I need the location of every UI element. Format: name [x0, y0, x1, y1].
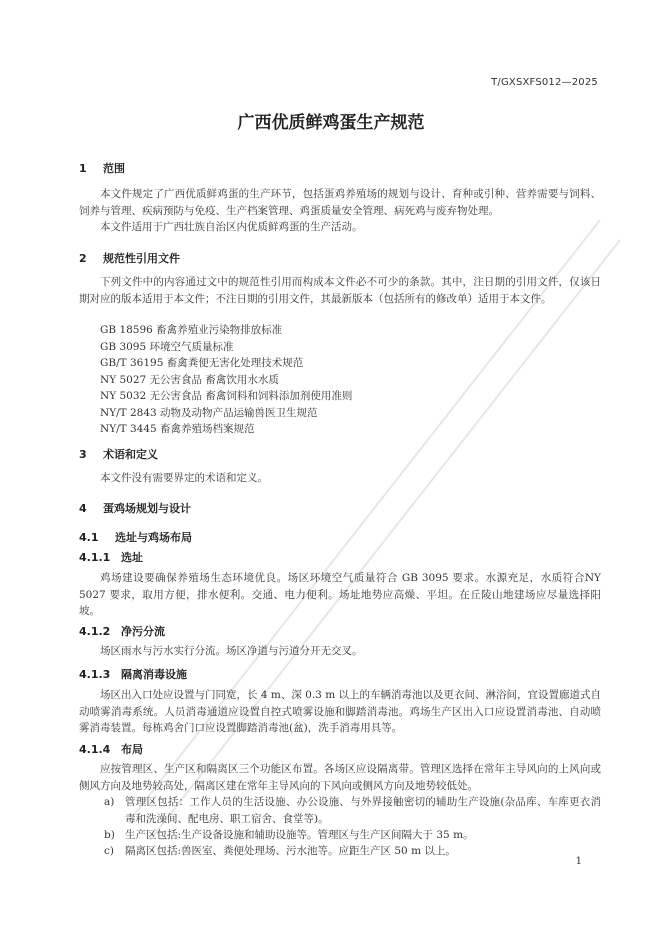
heading-text: 蛋鸡场规划与设计: [103, 502, 191, 515]
watermark-lines: [130, 220, 620, 840]
paragraph-terms: 本文件没有需要界定的术语和定义。: [100, 472, 268, 484]
heading-number: 2: [79, 252, 87, 265]
list-marker: b): [104, 829, 115, 841]
heading-text: 隔离消毒设施: [121, 668, 187, 681]
paragraph-scope-applicability: 本文件适用于广西壮族自治区内优质鲜鸡蛋的生产活动。: [100, 221, 363, 233]
heading-number: 4.1.2: [79, 625, 111, 638]
heading-section-2: [79, 250, 180, 266]
reference-item: GB/T 36195 畜禽粪便无害化处理技术规范: [100, 357, 304, 369]
page-number: 1: [575, 856, 582, 867]
list-item: [104, 843, 601, 860]
heading-text: 净污分流: [121, 625, 165, 638]
list-text: 隔离区包括:兽医室、粪便处理场、污水池等。应距生产区 50 m 以上。: [125, 845, 456, 857]
heading-section-4-1: [79, 529, 192, 545]
standard-code: T/GXSXFS012—2025: [491, 77, 598, 88]
list-item: [104, 827, 601, 844]
heading-number: 4.1.4: [79, 743, 111, 756]
paragraph-normative-references: 下列文件中的内容通过文中的规范性引用而构成本文件必不可少的条款。其中，注日期的引用文件，仅该日期对应的版本适用于本文件；不注日期的引用文件，其最新版本（包括所有的修改单）适用于本文件。: [79, 276, 601, 305]
list-text: 生产区包括:生产设备设施和辅助设施等。管理区与生产区间隔大于 35 m。: [125, 829, 474, 841]
reference-item: NY/T 2843 动物及动物产品运输兽医卫生规范: [100, 407, 318, 419]
paragraph-scope: 本文件规定了广西优质鲜鸡蛋的生产环节，包括蛋鸡养殖场的规划与设计、育种或引种、营养需要与饲料、饲养与管理、疾病预防与免疫、生产档案管理、鸡蛋质量安全管理、病死鸡与废弃物处理。: [79, 188, 601, 217]
heading-section-4-1-2: [79, 623, 165, 639]
heading-section-3: [79, 446, 158, 462]
paragraph-layout: 应按管理区、生产区和隔离区三个功能区布置。各场区应设隔离带。管理区选择在常年主导风向的上风向或侧风方向及地势较高处，隔离区建在常年主导风向的下风向或侧风方向及地势较低处。: [79, 763, 601, 792]
heading-number: 4: [79, 502, 87, 515]
heading-section-4-1-1: [79, 549, 143, 565]
heading-number: 4.1.1: [79, 551, 111, 564]
heading-section-4-1-3: [79, 666, 187, 682]
list-item: [104, 794, 601, 827]
heading-section-1: [79, 160, 125, 176]
heading-number: 1: [79, 162, 87, 175]
reference-item: NY 5032 无公害食品 畜禽饲料和饲料添加剂使用准则: [100, 390, 353, 402]
heading-section-4: [79, 500, 191, 516]
list-marker: c): [104, 845, 114, 857]
list-marker: a): [104, 796, 115, 808]
heading-number: 4.1.3: [79, 668, 111, 681]
heading-text: 术语和定义: [103, 448, 158, 461]
paragraph-separation: 场区雨水与污水实行分流。场区净道与污道分开无交叉。: [100, 645, 363, 657]
list-text: 管理区包括：工作人员的生活设施、办公设施、与外界接触密切的辅助生产设施(杂品库、车库更衣消毒和洗澡间、配电房、职工宿舍、食堂等)。: [125, 796, 601, 825]
paragraph-disinfection: 场区出入口处应设置与门同宽，长 4 m、深 0.3 m 以上的车辆消毒池以及更衣间、淋浴间，宜设置廊道式自动喷雾消毒系统。人员消毒通道应设置自控式喷雾设施和脚踏消毒池。鸡场生产区出入口应设置消毒池、自动喷雾消毒装置。每栋鸡舍门口应设置脚踏消毒池(盆)，洗手消毒用具等。: [79, 689, 601, 734]
heading-text: 范围: [103, 162, 125, 175]
heading-number: 3: [79, 448, 87, 461]
heading-number: 4.1: [79, 531, 99, 544]
heading-text: 布局: [121, 743, 143, 756]
heading-text: 规范性引用文件: [103, 252, 180, 265]
reference-item: NY/T 3445 畜禽养殖场档案规范: [100, 423, 255, 435]
paragraph-site-selection: 鸡场建设要确保养殖场生态环境优良。场区环境空气质量符合 GB 3095 要求。水源充足，水质符合NY 5027 要求，取用方便，排水便利。交通、电力便利。场址地势应高燥、平坦。在丘陵山地建场应尽量选择阳坡。: [79, 572, 601, 617]
heading-text: 选址: [121, 551, 143, 564]
reference-item: GB 3095 环境空气质量标准: [100, 341, 234, 353]
document-title: 广西优质鲜鸡蛋生产规范: [237, 113, 425, 133]
heading-text: 选址与鸡场布局: [115, 531, 192, 544]
reference-item: NY 5027 无公害食品 畜禽饮用水水质: [100, 374, 279, 386]
heading-section-4-1-4: [79, 741, 143, 757]
reference-item: GB 18596 畜禽养殖业污染物排放标准: [100, 324, 283, 336]
